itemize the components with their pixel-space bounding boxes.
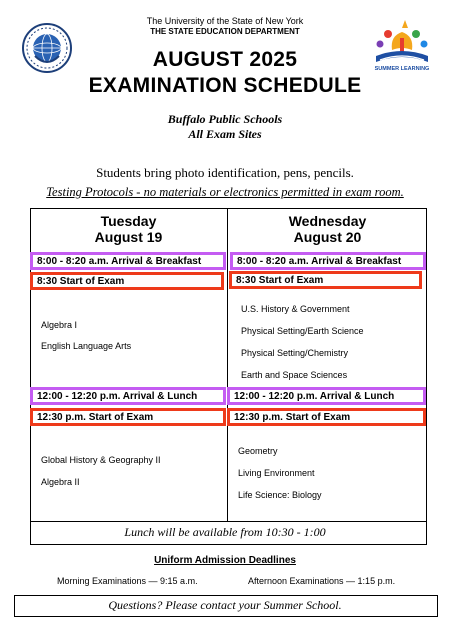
tuesday-morning-start-box bbox=[30, 272, 224, 290]
wednesday-afternoon-arrival-box bbox=[227, 387, 426, 405]
exam-item: Algebra I bbox=[41, 320, 78, 330]
wednesday-header bbox=[228, 213, 427, 245]
tuesday-morning-arrival-box bbox=[30, 252, 226, 270]
exam-item: Earth and Space Sciences bbox=[241, 370, 348, 380]
wednesday-date: August 20 bbox=[293, 229, 362, 245]
wednesday-afternoon-start: 12:30 p.m. Start of Exam bbox=[234, 412, 351, 423]
uniform-deadlines-title: Uniform Admission Deadlines bbox=[154, 555, 296, 566]
exam-item: Algebra II bbox=[41, 477, 80, 487]
tuesday-morning-start: 8:30 Start of Exam bbox=[37, 276, 125, 287]
lunch-availability-note: Lunch will be available from 10:30 - 1:00 bbox=[124, 525, 326, 539]
wednesday-afternoon-start-box bbox=[227, 408, 426, 426]
column-divider bbox=[227, 208, 228, 521]
department-name: THE STATE EDUCATION DEPARTMENT bbox=[150, 27, 300, 36]
exam-item: Global History & Geography II bbox=[41, 455, 161, 465]
tuesday-afternoon-start: 12:30 p.m. Start of Exam bbox=[37, 412, 154, 423]
summer-learning-logo-text: SUMMER LEARNING bbox=[374, 66, 430, 72]
afternoon-deadline: Afternoon Examinations — 1:15 p.m. bbox=[248, 576, 396, 586]
tuesday-header bbox=[30, 213, 227, 245]
exam-item: U.S. History & Government bbox=[241, 304, 350, 314]
lunch-row-divider bbox=[30, 521, 427, 522]
tuesday-afternoon-arrival: 12:00 - 12:20 p.m. Arrival & Lunch bbox=[37, 391, 198, 402]
tuesday-date: August 19 bbox=[94, 229, 163, 245]
exam-sites: All Exam Sites bbox=[188, 127, 262, 141]
bring-items-note: Students bring photo identification, pens, pencils. bbox=[96, 165, 354, 180]
wednesday-morning-start-box bbox=[229, 271, 422, 289]
exam-item: Physical Setting/Chemistry bbox=[241, 348, 349, 358]
title-schedule: EXAMINATION SCHEDULE bbox=[88, 74, 362, 97]
district-name: Buffalo Public Schools bbox=[167, 112, 283, 126]
testing-protocols-note: Testing Protocols - no materials or electronics permitted in exam room. bbox=[46, 185, 404, 199]
wednesday-morning-arrival-box bbox=[230, 252, 426, 270]
wednesday-morning-arrival: 8:00 - 8:20 a.m. Arrival & Breakfast bbox=[237, 256, 402, 267]
exam-item: Living Environment bbox=[238, 468, 315, 478]
institution-name: The University of the State of New York bbox=[146, 16, 304, 26]
exam-item: Life Science: Biology bbox=[238, 490, 322, 500]
morning-deadline: Morning Examinations — 9:15 a.m. bbox=[57, 576, 198, 586]
questions-note: Questions? Please contact your Summer School. bbox=[108, 598, 342, 612]
tuesday-afternoon-arrival-box bbox=[30, 387, 226, 405]
title-month: AUGUST 2025 bbox=[152, 48, 298, 71]
tuesday-afternoon-start-box bbox=[30, 408, 226, 426]
exam-item: Physical Setting/Earth Science bbox=[241, 326, 364, 336]
wednesday-afternoon-arrival: 12:00 - 12:20 p.m. Arrival & Lunch bbox=[234, 391, 395, 402]
exam-item: Geometry bbox=[238, 446, 278, 456]
wednesday-day: Wednesday bbox=[288, 213, 367, 229]
exam-item: English Language Arts bbox=[41, 341, 132, 351]
wednesday-morning-start: 8:30 Start of Exam bbox=[236, 275, 324, 286]
tuesday-day: Tuesday bbox=[100, 213, 157, 229]
tuesday-morning-arrival: 8:00 - 8:20 a.m. Arrival & Breakfast bbox=[37, 256, 202, 267]
